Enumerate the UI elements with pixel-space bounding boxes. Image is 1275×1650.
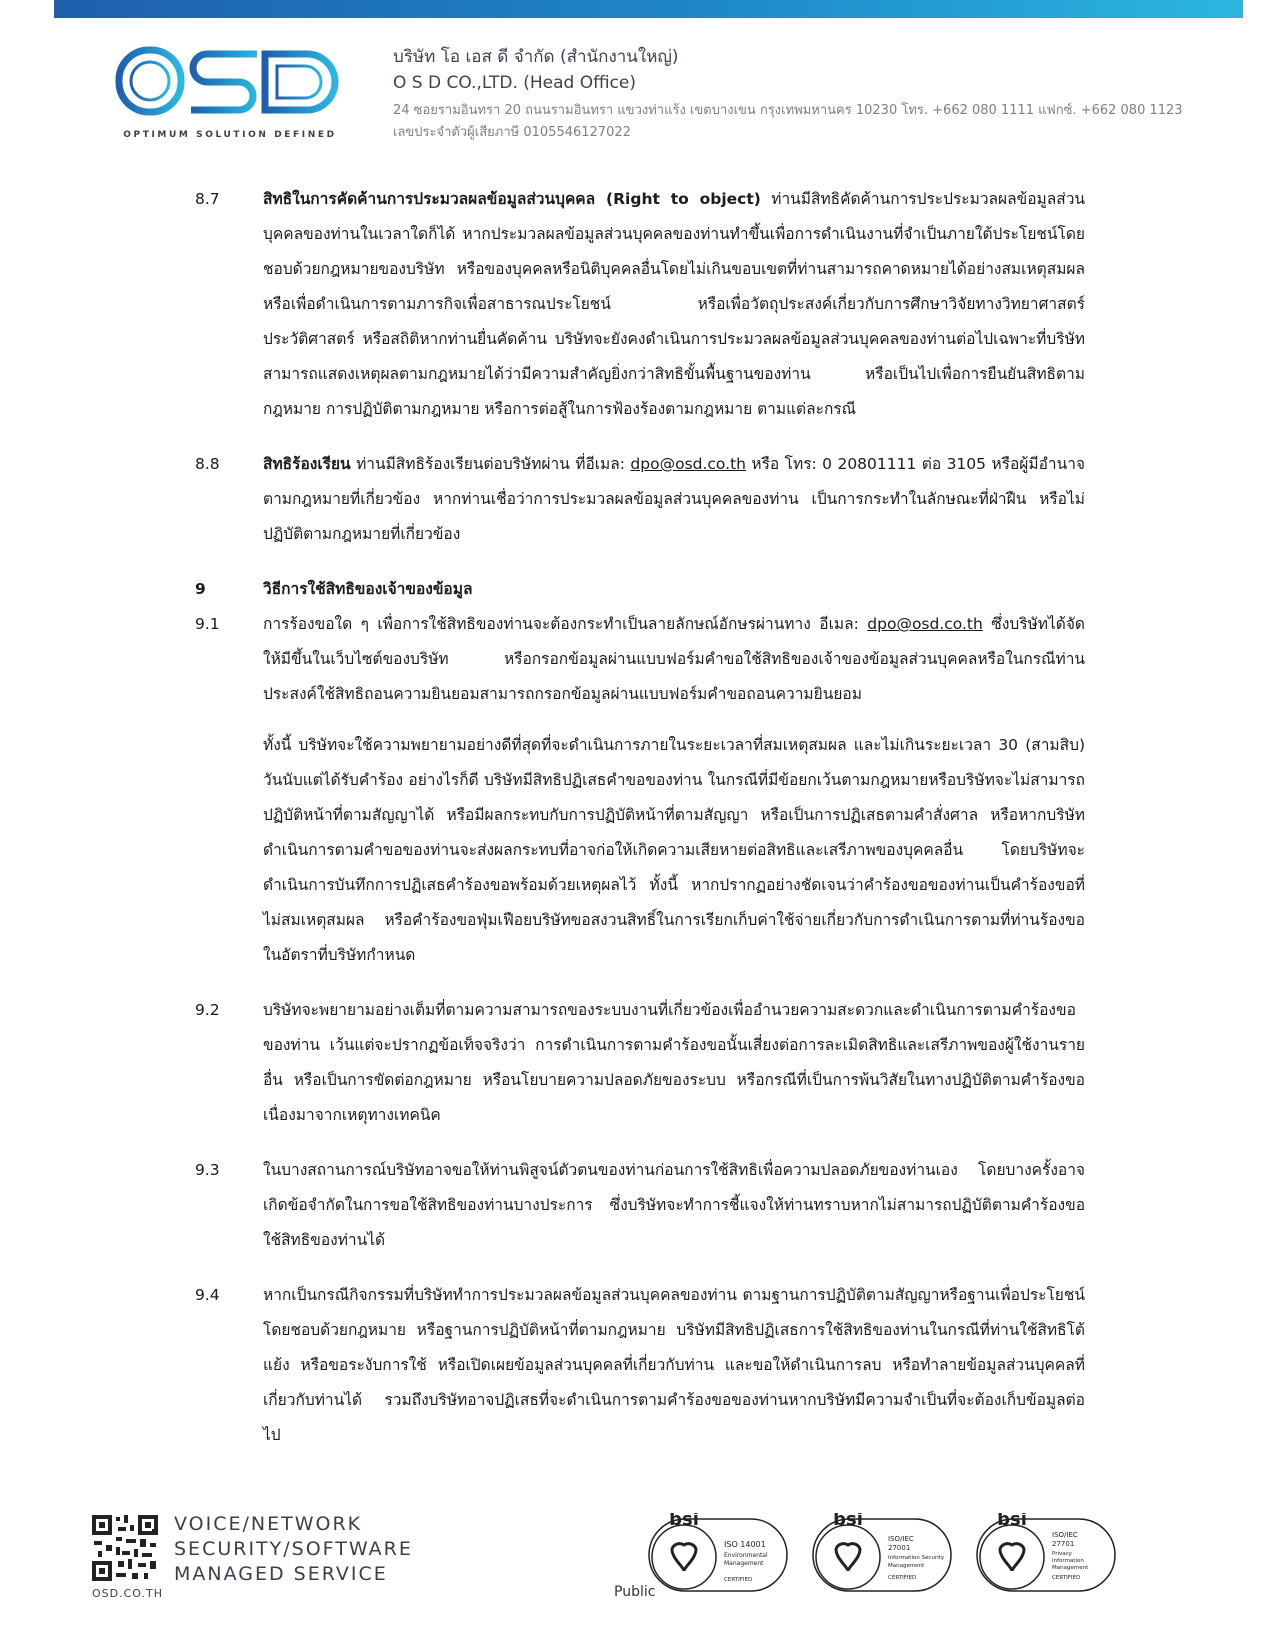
section-body: ในบางสถานการณ์บริษัทอาจขอให้ท่านพิสูจน์ตัวตนของท่านก่อนการใช้สิทธิเพื่อความปลอดภัยของท่านเอง โดยบางครั้งอาจเกิดข้อจำกัดในการขอใช้สิทธิของท่านบางประการ ซึ่งบริษัทจะทำการชี้แจงให้ท่านทราบหากไม่สามารถปฏิบัติตามคำร้องขอใช้สิทธิของท่านได้ [263,1161,1085,1249]
section-title: สิทธิในการคัดค้านการประมวลผลข้อมูลส่วนบุคคล (Right to object) [263,190,761,208]
company-name-th: บริษัท โอ เอส ดี จำกัด (สำนักงานใหญ่) [393,47,679,67]
company-header [393,44,1183,144]
paragraph [263,607,1085,712]
document-body [195,182,1085,1473]
section-body: บริษัทจะพยายามอย่างเต็มที่ตามความสามารถของระบบงานที่เกี่ยวข้องเพื่ออำนวยความสะดวกและดำเนินการตามคำร้องขอของท่าน เว้นแต่จะปรากฏข้อเท็จจริงว่า การดำเนินการตามคำร้องขอนั้นเสี่ยงต่อการละเมิดสิทธิและเสรีภาพของผู้ใช้งานรายอื่น หรือเป็นการขัดต่อกฎหมาย หรือนโยบายความปลอดภัยของระบบ หรือกรณีที่เป็นการพ้นวิสัยในทางปฏิบัติตามคำร้องขอ เนื่องมาจากเหตุทางเทคนิค [263,1001,1085,1124]
cert-line: Management [1052,1565,1089,1571]
section-text [263,182,1085,427]
qr-code-icon [92,1515,158,1581]
cert-line: Privacy [1052,1551,1072,1557]
services-list [174,1512,413,1587]
cert-line: Management [888,1563,925,1569]
cert-status: CERTIFIED [1052,1575,1081,1581]
service-item: SECURITY/SOFTWARE [174,1538,413,1560]
header-accent-bar [54,0,1243,18]
bsi-brand: bsi [997,1513,1027,1530]
section-number: 8.8 [195,455,220,473]
cert-line: ISO/IEC [888,1535,914,1543]
osd-logo [115,42,345,142]
section-body-cont: หรือ โทร: 0 20801111 ต่อ 3105 หรือผู้มีอำนาจตามกฎหมายที่เกี่ยวข้อง หากท่านเชื่อว่าการประมวลผลข้อมูลส่วนบุคคลของท่าน เป็นการกระทำในลักษณะที่ฝ่าฝืน หรือไม่ปฏิบัติตามกฎหมายที่เกี่ยวข้อง [263,455,1085,543]
section-8-8 [195,447,1085,552]
bsi-iso27701-badge [976,1513,1116,1593]
cert-line: Environmental [724,1552,768,1559]
section-9-3 [195,1153,1085,1258]
paragraph: ทั้งนี้ บริษัทจะใช้ความพยายามอย่างดีที่สุดที่จะดำเนินการภายในระยะเวลาที่สมเหตุสมผล และไม่เกินระยะเวลา 30 (สามสิบ) วันนับแต่ได้รับคำร้อง อย่างไรก็ดี บริษัทมีสิทธิปฏิเสธคำขอของท่าน ในกรณีที่มีข้อยกเว้นตามกฎหมายหรือบริษัทจะไม่สามารถปฏิบัติหน้าที่ตามสัญญาได้ หรือมีผลกระทบกับการปฏิบัติหน้าที่ตามสัญญา หรือเป็นการปฏิเสธตามคำสั่งศาล หรือหากบริษัทดำเนินการตามคำขอของท่านจะส่งผลกระทบที่อาจก่อให้เกิดความเสียหายต่อสิทธิและเสรีภาพของบุคคลอื่น โดยบริษัทจะดำเนินการบันทึกการปฏิเสธคำร้องขอพร้อมด้วยเหตุผลไว้ ทั้งนี้ หากปรากฏอย่างชัดเจนว่าคำร้องขอของท่านเป็นคำร้องขอที่ไม่สมเหตุสมผล หรือคำร้องขอฟุ่มเฟือยบริษัทขอสงวนสิทธิ์ในการเรียกเก็บค่าใช้จ่ายเกี่ยวกับการดำเนินการตามที่ท่านร้องขอในอัตราที่บริษัทกำหนด [263,736,1085,964]
bsi-brand: bsi [669,1513,699,1530]
cert-status: CERTIFIED [724,1577,753,1583]
service-item: VOICE/NETWORK [174,1513,363,1535]
cert-line: Management [724,1560,764,1567]
cert-line: Information [1052,1558,1084,1564]
section-9-1 [195,607,1085,973]
cert-status: CERTIFIED [888,1575,917,1581]
company-address: 24 ซอยรามอินทรา 20 ถนนรามอินทรา แขวงท่าแร้ง เขตบางเขน กรุงเทพมหานคร 10230 โทร. +662 080 1111 แฟกซ์. +662 080 1123 [393,103,1183,118]
section-number: 8.7 [195,190,220,208]
section-title: วิธีการใช้สิทธิของเจ้าของข้อมูล [263,580,473,598]
company-tax-id: เลขประจำตัวผู้เสียภาษี 0105546127022 [393,125,631,140]
section-body: การร้องขอใด ๆ เพื่อการใช้สิทธิของท่านจะต้องกระทำเป็นลายลักษณ์อักษรผ่านทาง อีเมล: [263,615,868,633]
bsi-iso14001-badge [648,1513,788,1593]
section-body-cont: ซึ่งบริษัทได้จัดให้มีขึ้นในเว็บไซต์ของบริษัท หรือกรอกข้อมูลผ่านแบบฟอร์มคำขอใช้สิทธิของเจ้าของข้อมูลส่วนบุคคลหรือในกรณีท่านประสงค์ใช้สิทธิถอนความยินยอมสามารถกรอกข้อมูลผ่านแบบฟอร์มคำขอถอนความยินยอม [263,615,1085,703]
section-text [263,447,1085,552]
section-8-7 [195,182,1085,427]
logo-tagline: OPTIMUM SOLUTION DEFINED [123,130,337,140]
company-name-en: O S D CO.,LTD. (Head Office) [393,73,636,93]
section-9-heading [195,572,1085,607]
website-label: OSD.CO.TH [92,1587,163,1600]
section-number: 9 [195,580,206,598]
section-number: 9.2 [195,1001,220,1019]
bsi-iso27001-badge [812,1513,952,1593]
section-number: 9.3 [195,1161,220,1179]
email-link[interactable]: dpo@osd.co.th [630,455,746,473]
classification-label: Public [614,1584,656,1600]
cert-line: ISO/IEC [1052,1531,1078,1539]
section-text [263,607,1085,973]
cert-line: ISO 14001 [724,1540,766,1549]
email-link[interactable]: dpo@osd.co.th [867,615,983,633]
cert-line: Information Security [888,1555,945,1561]
service-item: MANAGED SERVICE [174,1563,388,1585]
section-body: ท่านมีสิทธิคัดค้านการประประมวลผลข้อมูลส่วนบุคคลของท่านในเวลาใดก็ได้ หากประมวลผลข้อมูลส่วนบุคคลของท่านทำขึ้นเพื่อการดำเนินงานที่จำเป็นภายใต้ประโยชน์โดยชอบด้วยกฎหมายของบริษัท หรือของบุคคลหรือนิติบุคคลอื่นโดยไม่เกินขอบเขตที่ท่านสามารถคาดหมายได้อย่างสมเหตุสมผล หรือเพื่อดำเนินการตามภารกิจเพื่อสาธารณประโยชน์ หรือเพื่อวัตถุประสงค์เกี่ยวกับการศึกษาวิจัยทางวิทยาศาสตร์ ประวัติศาสตร์ หรือสถิติหากท่านยื่นคัดค้าน บริษัทจะยังคงดำเนินการประมวลผลข้อมูลส่วนบุคคลของท่านต่อไปเฉพาะที่บริษัทสามารถแสดงเหตุผลตามกฎหมายได้ว่ามีความสำคัญยิ่งกว่าสิทธิขั้นพื้นฐานของท่าน หรือเป็นไปเพื่อการยืนยันสิทธิตามกฎหมาย การปฏิบัติตามกฎหมาย หรือการต่อสู้ในการฟ้องร้องตามกฎหมาย ตามแต่ละกรณี [263,190,1085,418]
section-title: สิทธิร้องเรียน [263,455,351,473]
cert-line: 27701 [1052,1540,1075,1548]
cert-line: 27001 [888,1544,911,1552]
section-body: หากเป็นกรณีกิจกรรมที่บริษัททำการประมวลผลข้อมูลส่วนบุคคลของท่าน ตามฐานการปฏิบัติตามสัญญาหรือฐานเพื่อประโยชน์โดยชอบด้วยกฎหมาย หรือฐานการปฏิบัติหน้าที่ตามกฎหมาย บริษัทมีสิทธิปฏิเสธการใช้สิทธิของท่านในกรณีที่ท่านใช้สิทธิโต้แย้ง หรือขอระงับการใช้ หรือเปิดเผยข้อมูลส่วนบุคคลที่เกี่ยวกับท่าน และขอให้ดำเนินการลบ หรือทำลายข้อมูลส่วนบุคคลที่เกี่ยวกับท่านได้ รวมถึงบริษัทอาจปฏิเสธที่จะดำเนินการตามคำร้องขอของท่านหากบริษัทมีความจำเป็นที่จะต้องเก็บข้อมูลต่อไป [263,1286,1085,1444]
section-body: ท่านมีสิทธิร้องเรียนต่อบริษัทผ่าน ที่อีเมล: [350,455,631,473]
section-9-4 [195,1278,1085,1453]
bsi-brand: bsi [833,1513,863,1530]
section-number: 9.4 [195,1286,220,1304]
section-number: 9.1 [195,615,220,633]
section-9-2 [195,993,1085,1133]
